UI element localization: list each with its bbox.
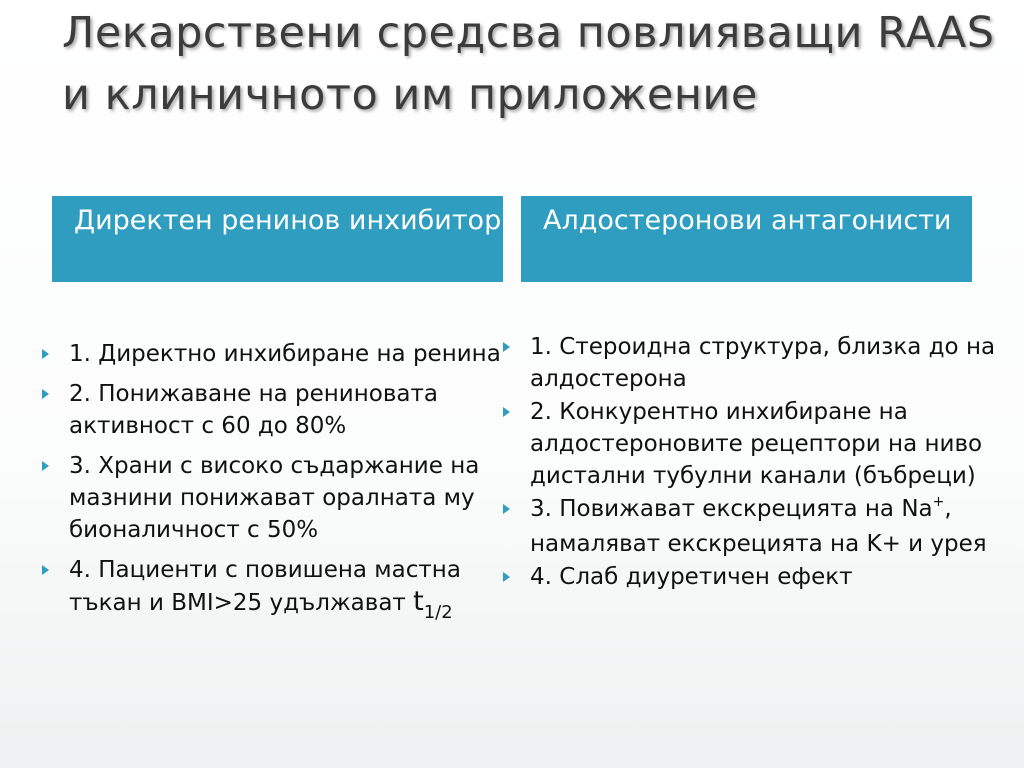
list-item-text: 1. Стероидна структура, близка до на алдостерона (530, 334, 996, 392)
slide-title: Лекарствени средсва повлияващи RAAS и клиничното им приложение (62, 8, 995, 120)
half-life-symbol: t (413, 586, 424, 617)
right-bullet-list (503, 331, 1003, 594)
list-item-text: 2. Понижаване на рениновата активност с 60 до 80% (69, 381, 438, 439)
left-column-header-label: Директен ренинов инхибитор (74, 205, 502, 236)
triangle-bullet-icon (42, 349, 49, 359)
list-item (503, 396, 1003, 492)
list-item-text-continued: , намаляват екскрецията на K+ и урея (530, 496, 987, 557)
list-item (42, 554, 512, 621)
list-item-text: 2. Конкурентно инхибиране на алдостероновите рецептори на ниво дистални тубулни канали (бъбреци) (530, 399, 983, 489)
triangle-bullet-icon (42, 565, 49, 575)
list-item-text: 4. Слаб диуретичен ефект (530, 564, 853, 590)
list-item (42, 378, 512, 442)
list-item-text: 4. Пациенти с повишена мастна тъкан и BMI>25 удължават (69, 557, 461, 616)
half-life-subscript: 1/2 (423, 602, 453, 623)
list-item (503, 493, 1003, 560)
triangle-bullet-icon (42, 389, 49, 399)
list-item-text: 1. Директно инхибиране на ренина (69, 341, 501, 367)
list-item (503, 561, 1003, 593)
triangle-bullet-icon (503, 342, 510, 352)
sodium-charge-superscript: + (932, 494, 945, 510)
triangle-bullet-icon (503, 572, 510, 582)
list-item-text: 3. Храни с високо съдаржание на мазнини понижават оралната му бионаличност с 50% (69, 453, 480, 543)
list-item (42, 450, 512, 546)
triangle-bullet-icon (503, 407, 510, 417)
right-column-header (521, 196, 972, 282)
left-bullet-list (42, 338, 512, 629)
right-column-header-label: Алдостеронови антагонисти (543, 205, 952, 236)
list-item (503, 331, 1003, 395)
left-column-header (52, 196, 503, 282)
triangle-bullet-icon (503, 504, 510, 514)
triangle-bullet-icon (42, 461, 49, 471)
list-item (42, 338, 512, 370)
list-item-text: 3. Повижават екскрецията на Na (530, 496, 933, 522)
